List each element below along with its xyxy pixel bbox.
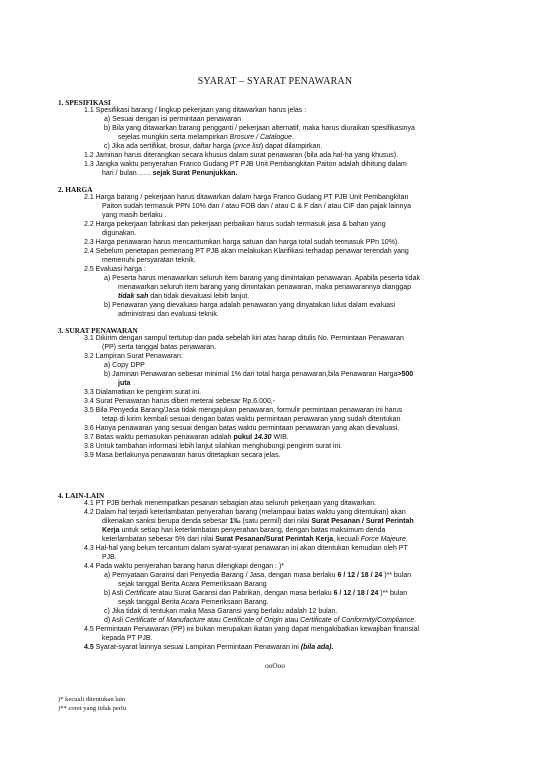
end-mark: ooOoo (265, 661, 285, 670)
clause-3-4: 3.4 Surat Penawaran harus diberi meterai sebesar Rp.6.000,- (84, 398, 276, 405)
section-heading-lain-lain: 4. LAIN-LAIN (58, 491, 105, 500)
clause-1-1-b-cont: sejelas mungkin serta melampirkan Brosure / Catalogue. (118, 134, 294, 141)
clause-2-3: 2.3 Harga penawaran harus mencantumkan harga satuan dan harga total sudah termasuk PPn 10%). (84, 239, 400, 246)
clause-1-2: 1.2 Jaminan harus diterangkan secara khusus dalam surat penawaran (bila ada hal-ha yang khusus). (84, 152, 399, 159)
clause-4-2-cont: dikenakan sanksi berupa denda sebesar 1‰ (satu permil) dari nilai Surat Pesanan / Surat Perintah (102, 518, 414, 525)
clause-2-4-cont: memenuhi persyaratan teknik. (102, 257, 196, 264)
clause-1-1-c: c) Jika ada sertifikat, brosur, daftar harga (price list) dapat dilampirkan. (104, 143, 323, 150)
clause-4-3: 4.3 Hal-hal yang belum tercantum dalam syarat-syarat penawaran ini akan ditentukan kemudian oleh PT (84, 545, 408, 552)
clause-2-2-cont: digunakan. (102, 230, 137, 237)
clause-3-2-a: a) Copy DPP (104, 362, 145, 369)
clause-4-2: 4.2 Dalam hal terjadi keterlambatan penyerahan barang (melampaui batas waktu yang ditentukan) akan (84, 509, 406, 516)
section-heading-surat-penawaran: 3. SURAT PENAWARAN (58, 326, 138, 335)
clause-4-4-a: a) Pernyataan Garansi dari Penyedia Barang / Jasa, dengan masa berlaku 6 / 12 / 18 / 24 )** bulan (104, 572, 412, 579)
clause-1-3: 1.3 Jangka waktu penyerahan Franco Gudang PT PJB Unit Pembangkitan Paiton adalah dihitung dalam (84, 161, 407, 168)
clause-4-4-d: d) Asli Certificate of Manufacture atau Certificate of Origin atau Certificate of Conformity/Compliance. (104, 617, 417, 624)
clause-3-2-b-cont: juta (118, 380, 131, 387)
clause-4-5: 4.5 Permintaan Penawaran (PP) ini bukan merupakan ikatan yang dapat mengakibatkan kewajiban finansial (84, 626, 420, 633)
clause-2-5: 2.5 Evaluasi harga : (84, 266, 146, 273)
footnote-2: )** coret yang tidak perlu (58, 705, 127, 712)
section-heading-spesifikasi: 1. SPESIFIKASI (58, 98, 111, 107)
clause-3-2-b: b) Jaminan Penawaran sebesar minimal 1% dari total harga penawaran,bila Penawaran Harga>500 (104, 371, 414, 378)
clause-4-4-a-cont: sejak tanggal Berita Acara Pemeriksaan Barang (118, 581, 267, 588)
clause-3-8: 3.8 Untuk tambahan informasi lebih lanjut silahkan menghubungi pengirim surat ini. (84, 443, 342, 450)
clause-2-5-b-cont: administrasi dan evaluasi teknik. (118, 311, 219, 318)
clause-2-5-a-cont2: tidak sah dan tidak dievaluasi lebih lanjut. (118, 293, 250, 300)
clause-4-4-b-cont: sejak tanggal Berita Acara Pemeriksaan Barang. (118, 599, 269, 606)
clause-1-1-a: a) Sesuai dengan isi permintaan penawaran (104, 116, 241, 123)
document-title: SYARAT – SYARAT PENAWARAN (197, 76, 353, 87)
clause-4-2-cont2: Kerja untuk setiap hari keterlambatan penyerahan barang, dengan batas maksimum denda (102, 527, 386, 534)
clause-4-4-c: c) Jika tidak di tentukan maka Masa Garansi yang berlaku adalah 12 bulan. (104, 608, 338, 615)
clause-4-4-b: b) Asli Certificate atau Surat Garansi dari Pabrikan, dengan masa berlaku 6 / 12 / 18 / 24 )** bulan (104, 590, 408, 597)
clause-3-1-cont: (PP) serta tanggal batas penawaran. (102, 344, 217, 351)
clause-4-3-cont: PJB. (102, 554, 117, 561)
clause-2-1-cont2: yang masih berlaku . (102, 212, 167, 219)
clause-3-6: 3.6 Hanya penawaran yang sesuai dengan batas waktu permintaan penawaran yang akan dievaluasi. (84, 425, 400, 432)
clause-4-4: 4.4 Pada waktu penyerahan barang harus dilengkapi dengan : )* (84, 563, 285, 570)
clause-4-1: 4.1 PT PJB berhak menempatkan pesanan sebagian atau seluruh pekerjaan yang ditawarkan. (84, 500, 377, 507)
clause-1-3-cont: hari / bulan…… sejak Surat Penunjukkan. (102, 170, 238, 177)
clause-3-3: 3.3 Dialamatkan ke pengirim surat ini. (84, 389, 202, 396)
clause-4-5-second: 4.5 Syarat-syarat lainnya sesuai Lampiran Permintaan Penawaran ini (bila ada). (84, 644, 334, 651)
clause-2-1: 2.1 Harga barang / pekerjaan harus ditawarkan dalam harga Franco Gudang PT PJB Unit Pembangkitan (84, 194, 409, 201)
clause-3-1: 3.1 Dikirim dengan sampul tertutup dan pada sebelah kiri atas harap ditulis No. Permintaan Penawaran (84, 335, 404, 342)
clause-3-7: 3.7 Batas waktu pemasukan penawaran adalah pukul 14.30 WIB. (84, 434, 289, 441)
section-heading-harga: 2. HARGA (58, 185, 93, 194)
clause-4-2-cont3: keterlambatan sebesar 5% dari nilai Surat Pesanan/Surat Perintah Kerja, kecuali Force Majeure. (102, 536, 408, 543)
clause-2-4: 2.4 Sebelum penetapan pemenang PT PJB akan melakukan Klarifikasi terhadap penawar terendah yang (84, 248, 409, 255)
clause-3-5-cont: tetap di kirim kembali sesuai dengan batas waktu permintaan penawaran yang sudah ditentukan (102, 416, 401, 423)
clause-1-1: 1.1 Spesifikasi barang / lingkup pekerjaan yang ditawarkan harus jelas : (84, 107, 307, 114)
clause-2-5-a-cont: menawarkan seluruh item barang yang dimintakan penawaran, maka penawarannya dianggap (118, 284, 412, 291)
clause-3-5: 3.5 Bila Penyedia Barang/Jasa tidak mengajukan penawaran, formulir permintaan penawaran ini harus (84, 407, 403, 414)
clause-1-1-b: b) Bila yang ditawarkan barang pengganti / pekerjaan alternatif, maka harus diuraikan spesifikasinya (104, 125, 415, 132)
footnote-1: )* kecuali ditentukan lain (58, 696, 126, 703)
clause-2-2: 2.2 Harga pekerjaan fabrikasi dan pekerjaan perbaikan harus sudah termasuk jasa & bahan yang (84, 221, 386, 228)
clause-4-5-cont: kepada PT PJB. (102, 635, 153, 642)
clause-2-5-b: b) Penawaran yang dievaluasi harga adalah penawaran yang dinyatakan lulus dalam evaluasi (104, 302, 396, 309)
clause-3-2: 3.2 Lampiran Surat Penawaran: (84, 353, 183, 360)
clause-2-1-cont: Paiton sudah termasuk PPN 10% dan / atau FOB dan / atau C & F dan / atau CIF dan pajak lainnya (102, 203, 411, 210)
clause-3-9: 3.9 Masa berlakunya penawaran harus ditetapkan secara jelas. (84, 452, 281, 459)
clause-2-5-a: a) Peserta harus menawarkan seluruh item barang yang dimintakan penawaran. Apabila peserta tidak (104, 275, 420, 282)
